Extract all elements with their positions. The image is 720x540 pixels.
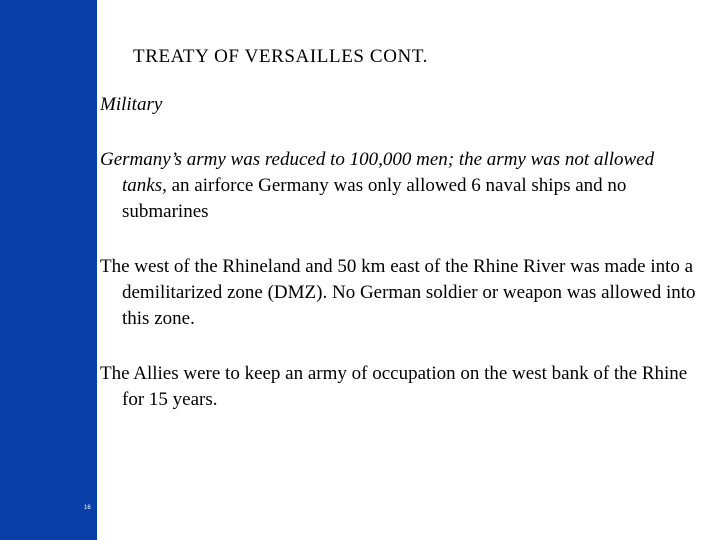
sidebar-accent-bar: [0, 0, 97, 540]
section-heading: Military: [100, 94, 163, 115]
slide-title: TREATY OF VERSAILLES CONT.: [133, 46, 428, 67]
paragraph-rhineland: The west of the Rhineland and 50 km east of the Rhine River was made into a demilitarized zone (DMZ). No German soldier or weapon was allowed into this zone.: [100, 256, 696, 329]
slide-content: [100, 92, 700, 413]
slide-number: 16: [84, 505, 91, 511]
paragraph-occupation: The Allies were to keep an army of occupation on the west bank of the Rhine for 15 years.: [100, 363, 688, 410]
paragraph-army-italic: Germany’s army was reduced to 100,000 men; the army was not allowed tanks: [100, 149, 655, 196]
paragraph-army-rest: , an airforce Germany was only allowed 6 naval ships and no submarines: [122, 175, 627, 222]
paragraph-army: [100, 147, 700, 225]
